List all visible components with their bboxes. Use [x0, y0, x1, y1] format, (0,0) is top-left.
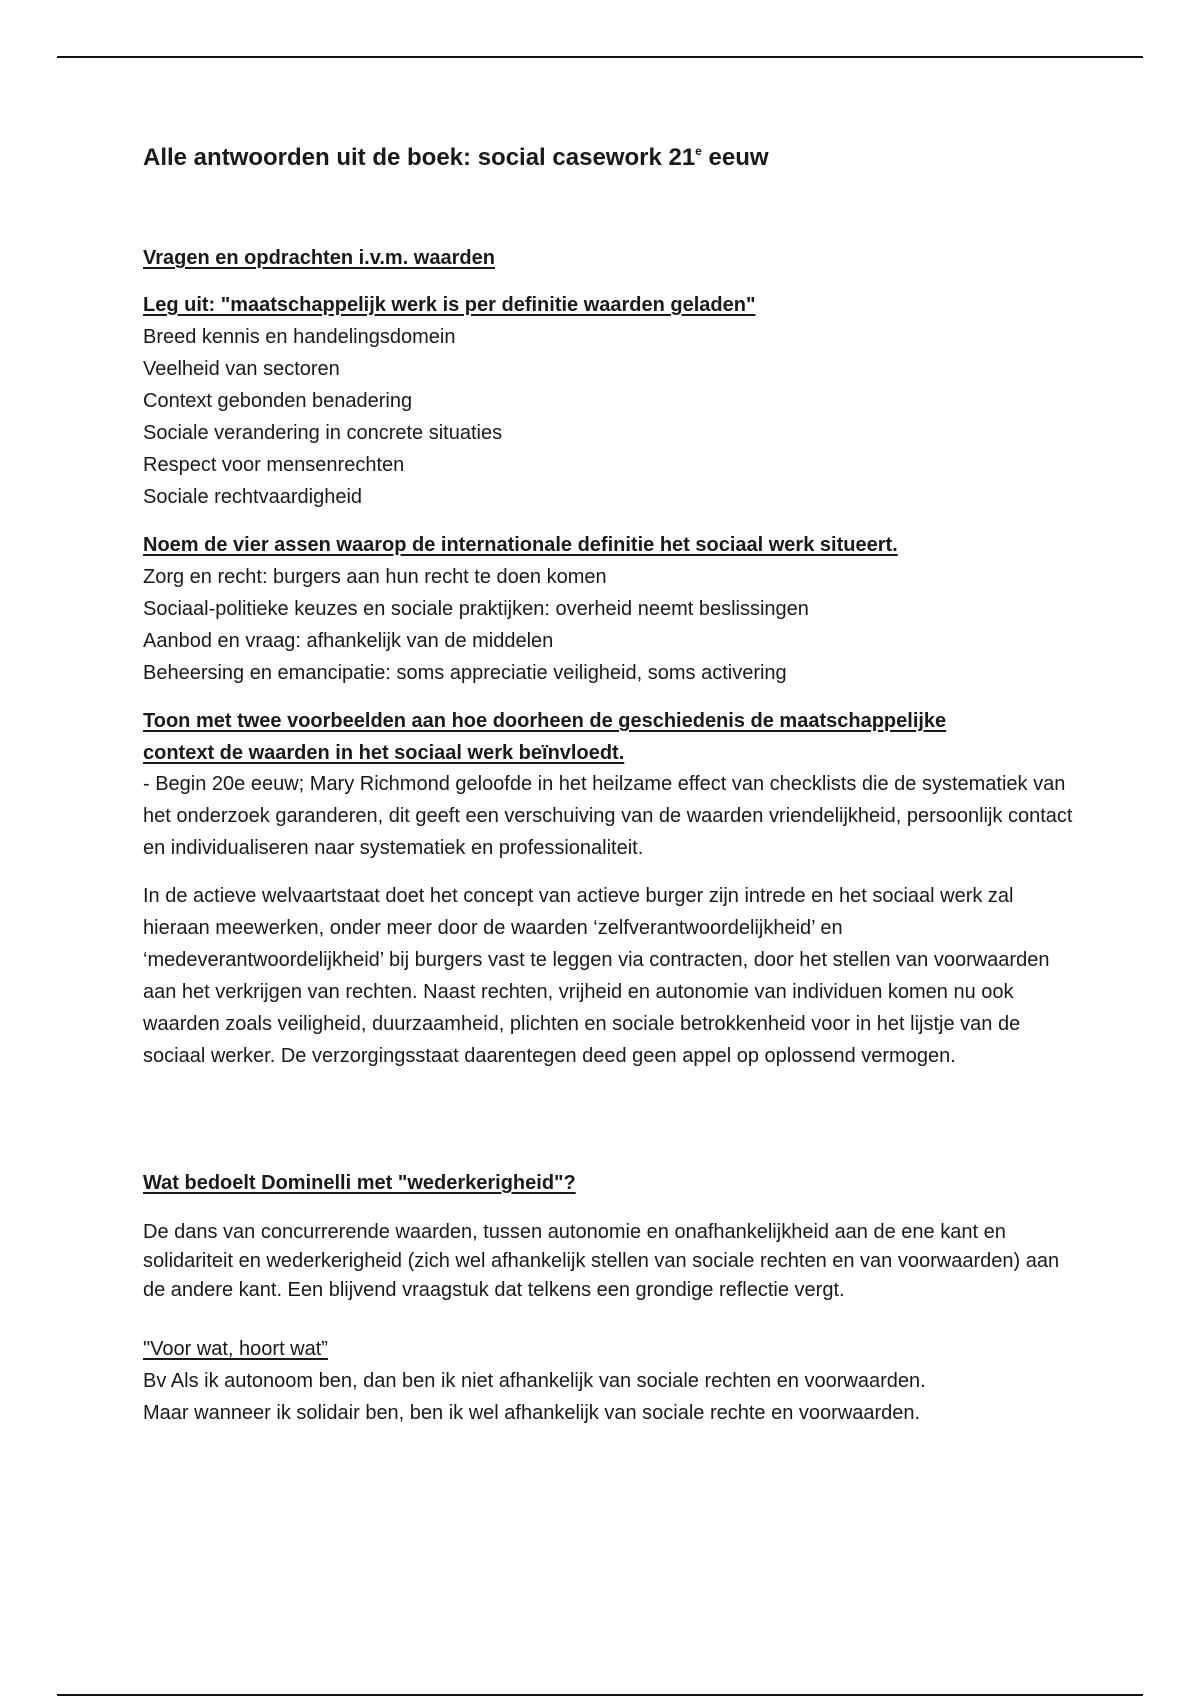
question-2: Noem de vier assen waarop de internationale definitie het sociaal werk situeert.	[143, 534, 898, 556]
question-3-line-2: context de waarden in het sociaal werk beïnvloedt.	[143, 742, 625, 764]
answer-1-item: Sociale rechtvaardigheid	[143, 486, 363, 508]
answer-1-item: Sociale verandering in concrete situaties	[143, 422, 503, 444]
title-superscript: e	[695, 144, 702, 158]
question-4: Wat bedoelt Dominelli met "wederkerigheid"?	[143, 1172, 576, 1194]
title-suffix: eeuw	[701, 144, 769, 171]
answer-2-item: Beheersing en emancipatie: soms appreciatie veiligheid, soms activering	[143, 662, 787, 684]
example-line-1: Bv Als ik autonoom ben, dan ben ik niet afhankelijk van sociale rechten en voorwaarden.	[143, 1370, 926, 1392]
answer-1-item: Respect voor mensenrechten	[143, 454, 405, 476]
footer-rule	[57, 1694, 1143, 1696]
example-line-2: Maar wanneer ik solidair ben, ben ik wel afhankelijk van sociale rechte en voorwaarden.	[143, 1402, 921, 1424]
question-1: Leg uit: "maatschappelijk werk is per definitie waarden geladen"	[143, 294, 756, 316]
answer-2-item: Sociaal-politieke keuzes en sociale praktijken: overheid neemt beslissingen	[143, 598, 809, 620]
answer-4-paragraph: De dans van concurrerende waarden, tussen autonomie en onafhankelijkheid aan de ene kant en solidariteit en wederkerigheid (zich wel afhankelijk stellen van sociale rechten en van voorwaarden) aan de andere kant. Een blijvend vraagstuk dat telkens een grondige reflectie vergt.	[143, 1221, 1060, 1301]
answer-1-item: Breed kennis en handelingsdomein	[143, 326, 456, 348]
answer-1-item: Context gebonden benadering	[143, 390, 413, 412]
answer-1-item: Veelheid van sectoren	[143, 358, 340, 380]
answer-3-paragraph-1: - Begin 20e eeuw; Mary Richmond geloofde in het heilzame effect van checklists die de systematiek van het onderzoek garanderen, dit geeft een verschuiving van de waarden vriendelijkheid, persoonlijk contact en individualiseren naar systematiek en professionaliteit.	[143, 773, 1073, 859]
title-text: Alle antwoorden uit de boek: social casework 21	[143, 144, 696, 171]
answer-3-paragraph-2: In de actieve welvaartstaat doet het concept van actieve burger zijn intrede en het sociaal werk zal hieraan meewerken, onder meer door de waarden ‘zelfverantwoordelijkheid’ en ‘medeverantwoordelijkheid’ bij burgers vast te leggen via contracten, door het stellen van voorwaarden aan het verkrijgen van rechten. Naast rechten, vrijheid en autonomie van individuen komen nu ook waarden zoals veiligheid, duurzaamheid, plichten en sociale betrokkenheid voor in het lijstje van de sociaal werker. De verzorgingsstaat daarentegen deed geen appel op oplossend vermogen.	[143, 885, 1050, 1067]
section-heading: Vragen en opdrachten i.v.m. waarden	[143, 247, 495, 269]
answer-2-item: Aanbod en vraag: afhankelijk van de middelen	[143, 630, 554, 652]
answer-2-item: Zorg en recht: burgers aan hun recht te doen komen	[143, 566, 607, 588]
header-rule	[57, 56, 1143, 58]
page-title	[143, 142, 769, 174]
question-3-line-1: Toon met twee voorbeelden aan hoe doorheen de geschiedenis de maatschappelijke	[143, 710, 947, 732]
saying-quote: "Voor wat, hoort wat”	[143, 1338, 328, 1360]
